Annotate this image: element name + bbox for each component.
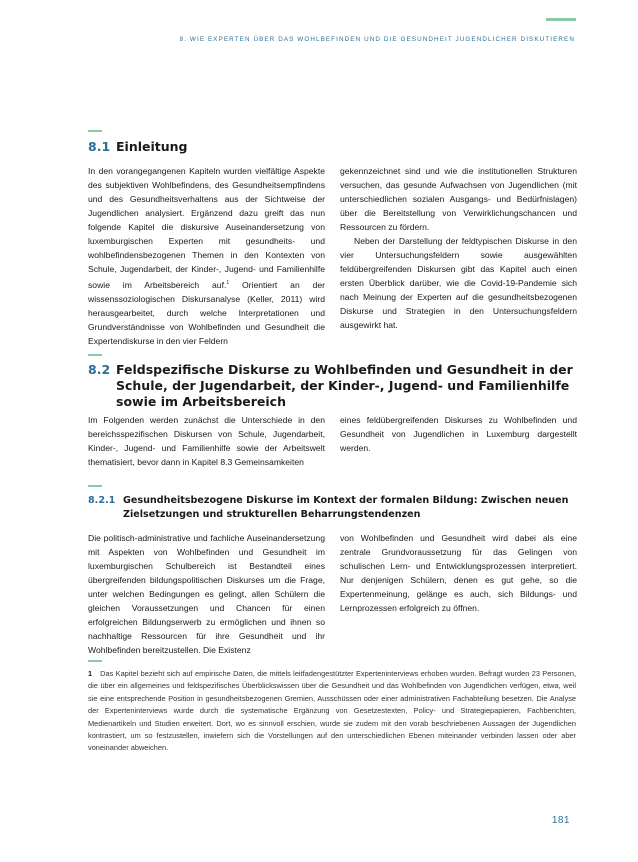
body-column-left [88,164,325,348]
footnote-number: 1 [88,669,93,678]
paragraph: Orientiert an der wissenssoziologischen Diskursanalyse (Keller, 2011) wird herausgearbeitet, durch welche Interpretationen und Grundverständnisse von Wohlbefinden und Gesundheit die Expertendiskurse in den vier Feldern [88,279,325,346]
section-title: Einleitung [116,139,188,154]
body-column-left [88,531,325,657]
section-number: 8.1 [88,139,111,154]
section-accent-bar [88,485,102,487]
paragraph: gekennzeichnet sind und wie die institutionellen Strukturen versuchen, das gesunde Aufwachsen von Jugendlichen (mit unterschiedlichen sozialen Ausgangs- und Bedürfnislagen) über die Bereitstellung von Verwirklichungschancen und Ressourcen zu fördern. [340,166,577,232]
section-heading-8-1 [88,139,578,155]
body-column-right [340,531,577,615]
subsection-title-line: Zielsetzungen und strukturellen Beharrungstendenzen [123,508,421,520]
page-number: 181 [551,815,570,826]
header-accent-bar [546,18,576,21]
section-title-line: Schule, der Jugendarbeit, der Kinder-, Jugend- und Familienhilfe [116,378,570,393]
paragraph: Neben der Darstellung der feldtypischen Diskurse in den vier Untersuchungsfeldern sowie ausgewählten feldübergreifenden Diskursen gibt das Kapitel auch einen ersten Überblick darüber, wie die Covid-19-Pandemie sich nach Meinung der Experten auf die gesundheitsbezogenen Diskurse und Strategien in den Untersuchungsfeldern ausgewirkt hat. [340,236,577,330]
section-accent-bar [88,130,102,132]
section-title-line: Feldspezifische Diskurse zu Wohlbefinden und Gesundheit in der [116,362,573,377]
footnote-ref[interactable]: 1 [226,280,230,286]
section-title-line: sowie im Arbeitsbereich [116,394,286,409]
body-column-right [340,164,577,332]
paragraph: Die politisch-administrative und fachliche Auseinandersetzung mit Aspekten von Wohlbefinden und Gesundheit im luxemburgischen Schulbereich ist Bestandteil eines übergreifenden bildungspolitischen Diskurses um die Frage, unter welchen Bedingungen es gelingt, allen Schülern die gleichen Voraussetzungen und Chancen für einen erfolgreichen Bildungserwerb zu ermöglichen und ihnen so nachhaltige Ressourcen für ihre Gesundheit und ihr Wohlbefinden bereitzustellen. Die Existenz [88,533,325,655]
footnote-accent-bar [88,660,102,662]
footnote-text: Das Kapitel bezieht sich auf empirische Daten, die mittels leitfadengestützter Experteninterviews erhoben wurden. Befragt wurden 23 Personen, die über ein allgemeines und feldspezifisches Überblickswissen über die Gesundheit und das Wohlbefinden von Jugendlichen verfügen, etwa, weil sie eine entsprechende Position in gesundheitsbezogenen Gremien, Ausschüssen oder einer administrativen Fachabteilung besetzen. Die Analyse der Experteninterviews wurde durch die systematische Ergänzung von Gesetzestexten, Policy- und Strategiepapieren, Fachberichten, Medienartikeln und Studien erweitert. Dort, wo es sinnvoll erschien, wurde sie zudem mit den vorab beschriebenen Aussagen der Jugendlichen kontrastiert, um so festzustellen, inwiefern sich die Vorstellungen auf den unterschiedlichen Ebenen miteinander verbinden lassen oder aber voneinander abweichen. [88,669,576,753]
body-column-left [88,413,325,469]
paragraph: In den vorangegangenen Kapiteln wurden vielfältige Aspekte des subjektiven Wohlbefindens, des Gesundheitsempfindens und des Gesundheitsverhaltens aus der Sichtweise der Jugendlichen analysiert. Ergänzend dazu greift das nun folgende Kapitel die diskursive Auseinandersetzung von luxemburgischen Experten mit gesundheits- und wohlbefindensbezogenen Themen in den Kontexten von Schule, Jugendarbeit, der Kinder-, Jugend- und Familienhilfe sowie im Arbeitsbereich auf. [88,166,325,290]
section-number: 8.2 [88,362,111,377]
running-header: 8. WIE EXPERTEN ÜBER DAS WOHLBEFINDEN UND DIE GESUNDHEIT JUGENDLICHER DISKUTIEREN [179,36,575,43]
subsection-number: 8.2.1 [88,495,116,506]
footnote [88,668,576,755]
section-heading-8-2 [88,362,588,410]
body-column-right [340,413,577,455]
subsection-heading-8-2-1 [88,494,588,521]
section-accent-bar [88,354,102,356]
subsection-title-line: Gesundheitsbezogene Diskurse im Kontext der formalen Bildung: Zwischen neuen [123,495,569,506]
paragraph: eines feldübergreifenden Diskurses zu Wohlbefinden und Gesundheit von Jugendlichen in Luxemburg dargestellt werden. [340,415,577,453]
paragraph: Im Folgenden werden zunächst die Unterschiede in den bereichsspezifischen Diskursen von Schule, Jugendarbeit, Kinder-, Jugend- und Familienhilfe sowie der Arbeitswelt thematisiert, bevor dann in Kapitel 8.3 Gemeinsamkeiten [88,415,325,467]
paragraph: von Wohlbefinden und Gesundheit wird dabei als eine zentrale Grundvoraussetzung für das Gelingen von schulischen Lern- und Entwicklungsprozessen interpretiert. Nur denjenigen Schülern, denen es gut gehe, so die Expertenmeinung, gelänge es auch, sich Bildungs- und Lernprozessen erfolgreich zu öffnen. [340,533,577,613]
